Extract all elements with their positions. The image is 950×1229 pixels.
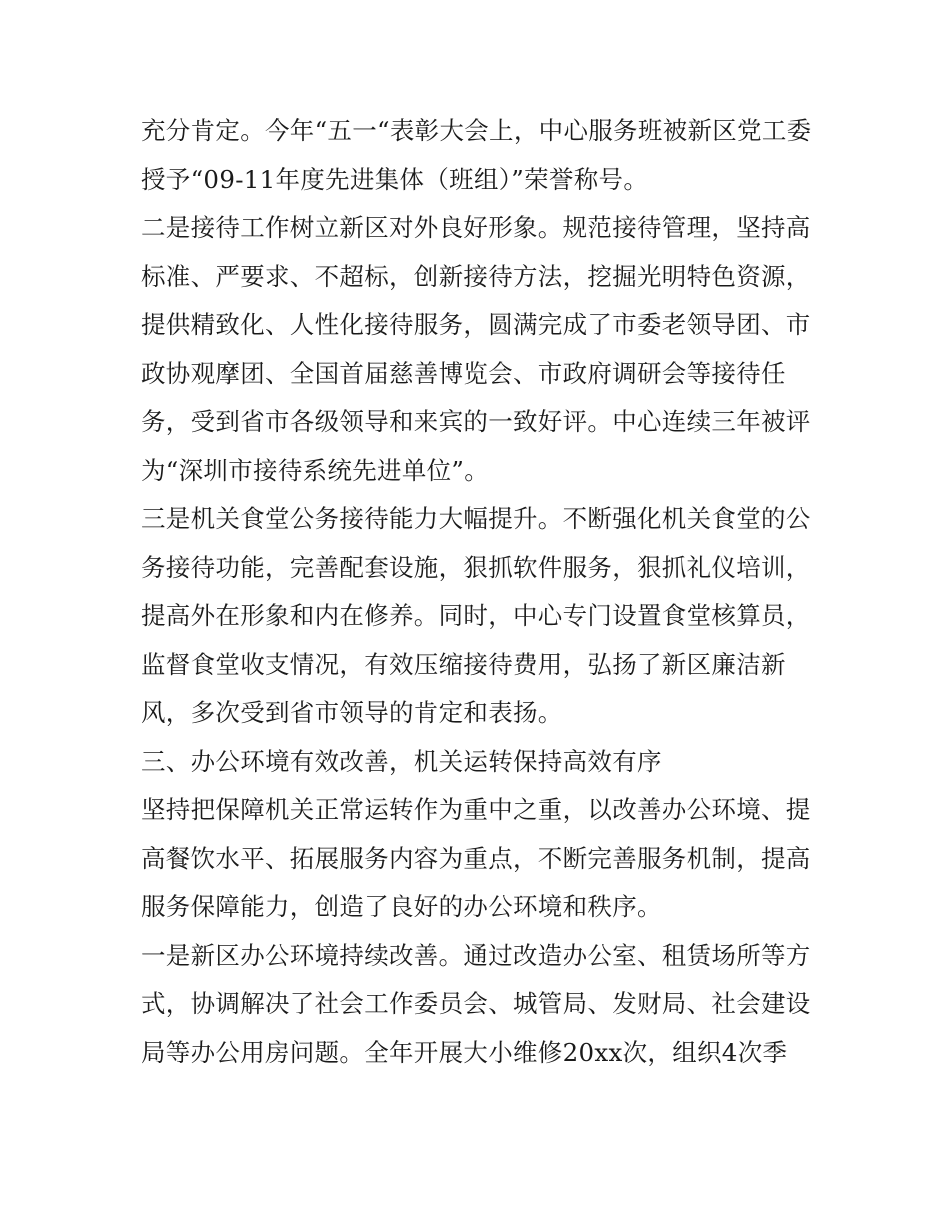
text-line: 提高外在形象和内在修养。同时，中心专门设置食堂核算员， <box>141 601 811 630</box>
text-line: 务，受到省市各级领导和来宾的一致好评。中心连续三年被评 <box>141 407 811 436</box>
text-line: 二是接待工作树立新区对外良好形象。规范接待管理，坚持高 <box>141 213 811 242</box>
text-line: 服务保障能力，创造了良好的办公环境和秩序。 <box>141 892 662 921</box>
text-line: 提供精致化、人性化接待服务，圆满完成了市委老领导团、市 <box>141 310 811 339</box>
text-line: 务接待功能，完善配套设施，狠抓软件服务，狠抓礼仪培训， <box>141 552 811 582</box>
document-body <box>141 107 813 1077</box>
text-line: 三是机关食堂公务接待能力大幅提升。不断强化机关食堂的公 <box>141 504 811 533</box>
text-line: 一是新区办公环境持续改善。通过改造办公室、租赁场所等方 <box>141 940 811 970</box>
text-line: 充分肯定。今年“五一“表彰大会上，中心服务班被新区党工委 <box>141 116 812 145</box>
section-heading: 三、办公环境有效改善，机关运转保持高效有序 <box>141 746 662 776</box>
text-line: 坚持把保障机关正常运转作为重中之重，以改善办公环境、提 <box>141 795 811 824</box>
text-line: 局等办公用房问题。全年开展大小维修20xx次，组织4次季 <box>141 1037 788 1067</box>
text-line: 高餐饮水平、拓展服务内容为重点，不断完善服务机制，提高 <box>141 843 811 873</box>
text-line: 为“深圳市接待系统先进单位”。 <box>141 455 490 485</box>
text-line: 政协观摩团、全国首届慈善博览会、市政府调研会等接待任 <box>141 358 786 388</box>
text-line: 标准、严要求、不超标，创新接待方法，挖掘光明特色资源， <box>141 261 811 291</box>
text-line: 式，协调解决了社会工作委员会、城管局、发财局、社会建设 <box>141 989 811 1018</box>
text-line: 监督食堂收支情况，有效压缩接待费用，弘扬了新区廉洁新 <box>141 649 786 679</box>
text-line: 风，多次受到省市领导的肯定和表扬。 <box>141 698 563 727</box>
text-line: 授予“09-11年度先进集体（班组）”荣誉称号。 <box>141 164 649 194</box>
